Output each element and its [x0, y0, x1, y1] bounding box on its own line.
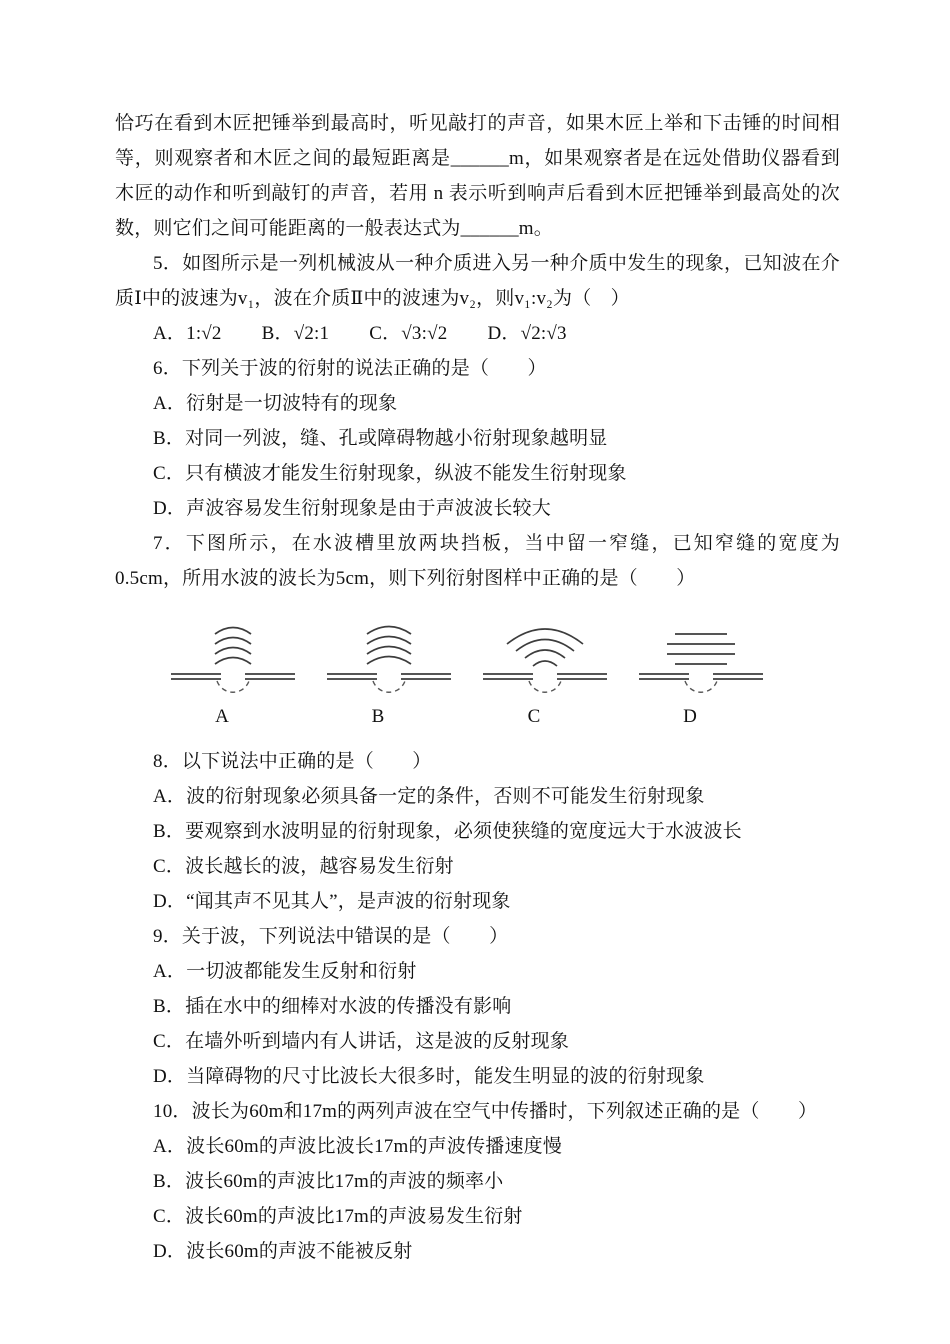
option-c: C．波长越长的波，越容易发生衍射 — [153, 856, 454, 877]
question-7-stem: 7．下图所示，在水波槽里放两块挡板，当中留一窄缝，已知窄缝的宽度为0.5cm，所用水波的波长为5cm，则下列衍射图样中正确的是（ ） — [115, 533, 840, 589]
option-a: A．波的衍射现象必须具备一定的条件，否则不可能发生衍射现象 — [153, 786, 705, 807]
option-a: A．波长60m的声波比波长17m的声波传播速度慢 — [153, 1136, 563, 1157]
option-d: D．√2:√3 — [487, 323, 567, 344]
diffraction-diagram-d — [635, 606, 769, 730]
barrier — [639, 674, 763, 679]
question-6-stem: 6．下列关于波的衍射的说法正确的是（ ） — [153, 358, 547, 379]
barrier — [327, 674, 451, 679]
wave-arcs — [215, 628, 251, 665]
wave-arcs — [367, 627, 411, 665]
option-d: D．“闻其声不见其人”，是声波的衍射现象 — [153, 891, 511, 912]
intro-paragraph: 恰巧在看到木匠把锤举到最高时，听见敲打的声音，如果木匠上举和下击锤的时间相等，则观察者和木匠之间的最短距离是______m，如果观察者是在远处借助仪器看到木匠的动作和听到敲钉的声音，若用 n 表示听到响声后看到木匠把锤举到最高处的次数，则它们之间可能距离的一般表达式为______m。 — [115, 113, 840, 239]
option-a: A．衍射是一切波特有的现象 — [153, 393, 398, 414]
option-d: D．当障碍物的尺寸比波长大很多时，能发生明显的波的衍射现象 — [153, 1066, 705, 1087]
wave-lines — [667, 634, 735, 664]
diagram-c-drawing — [479, 606, 613, 702]
diffraction-diagram-a — [167, 606, 301, 730]
diffraction-diagram-c — [479, 606, 613, 730]
diffraction-figure — [167, 606, 840, 730]
slit-dashed-arc — [373, 681, 405, 692]
diagram-label-a: A — [215, 706, 229, 727]
diagram-label-c: C — [527, 706, 541, 727]
option-d: D．声波容易发生衍射现象是由于声波波长较大 — [153, 498, 551, 519]
wave-arcs — [507, 629, 583, 666]
option-b: B．√2:1 — [261, 323, 330, 344]
option-c: C．波长60m的声波比17m的声波易发生衍射 — [153, 1206, 523, 1227]
option-c: C．在墙外听到墙内有人讲话，这是波的反射现象 — [153, 1031, 570, 1052]
diagram-a-drawing — [167, 606, 301, 702]
option-c: C．只有横波才能发生衍射现象，纵波不能发生衍射现象 — [153, 463, 627, 484]
option-a: A．1:√2 — [153, 323, 222, 344]
option-d: D．波长60m的声波不能被反射 — [153, 1241, 413, 1262]
slit-dashed-arc — [529, 681, 561, 692]
question-10-stem: 10．波长为60m和17m的两列声波在空气中传播时，下列叙述正确的是（ ） — [153, 1101, 818, 1122]
option-c: C．√3:√2 — [369, 323, 448, 344]
diagram-label-b: B — [371, 706, 385, 727]
diagram-label-d: D — [683, 706, 697, 727]
diagram-d-drawing — [635, 606, 769, 702]
option-b: B．插在水中的细棒对水波的传播没有影响 — [153, 996, 512, 1017]
question-5-options — [153, 316, 840, 351]
option-b: B．对同一列波，缝、孔或障碍物越小衍射现象越明显 — [153, 428, 608, 449]
question-5-stem: 5．如图所示是一列机械波从一种介质进入另一种介质中发生的现象，已知波在介质Ⅰ中的波速为v₁，波在介质Ⅱ中的波速为v₂，则v₁:v₂为（ ） — [115, 253, 840, 309]
slit-dashed-arc — [217, 681, 249, 692]
barrier — [171, 674, 295, 679]
question-9-stem: 9．关于波，下列说法中错误的是（ ） — [153, 926, 509, 947]
option-b: B．波长60m的声波比17m的声波的频率小 — [153, 1171, 504, 1192]
diagram-b-drawing — [323, 606, 457, 702]
slit-dashed-arc — [685, 681, 717, 692]
diffraction-diagram-b — [323, 606, 457, 730]
option-b: B．要观察到水波明显的衍射现象，必须使狭缝的宽度远大于水波波长 — [153, 821, 742, 842]
question-8-stem: 8．以下说法中正确的是（ ） — [153, 751, 432, 772]
barrier — [483, 674, 607, 679]
option-a: A．一切波都能发生反射和衍射 — [153, 961, 417, 982]
